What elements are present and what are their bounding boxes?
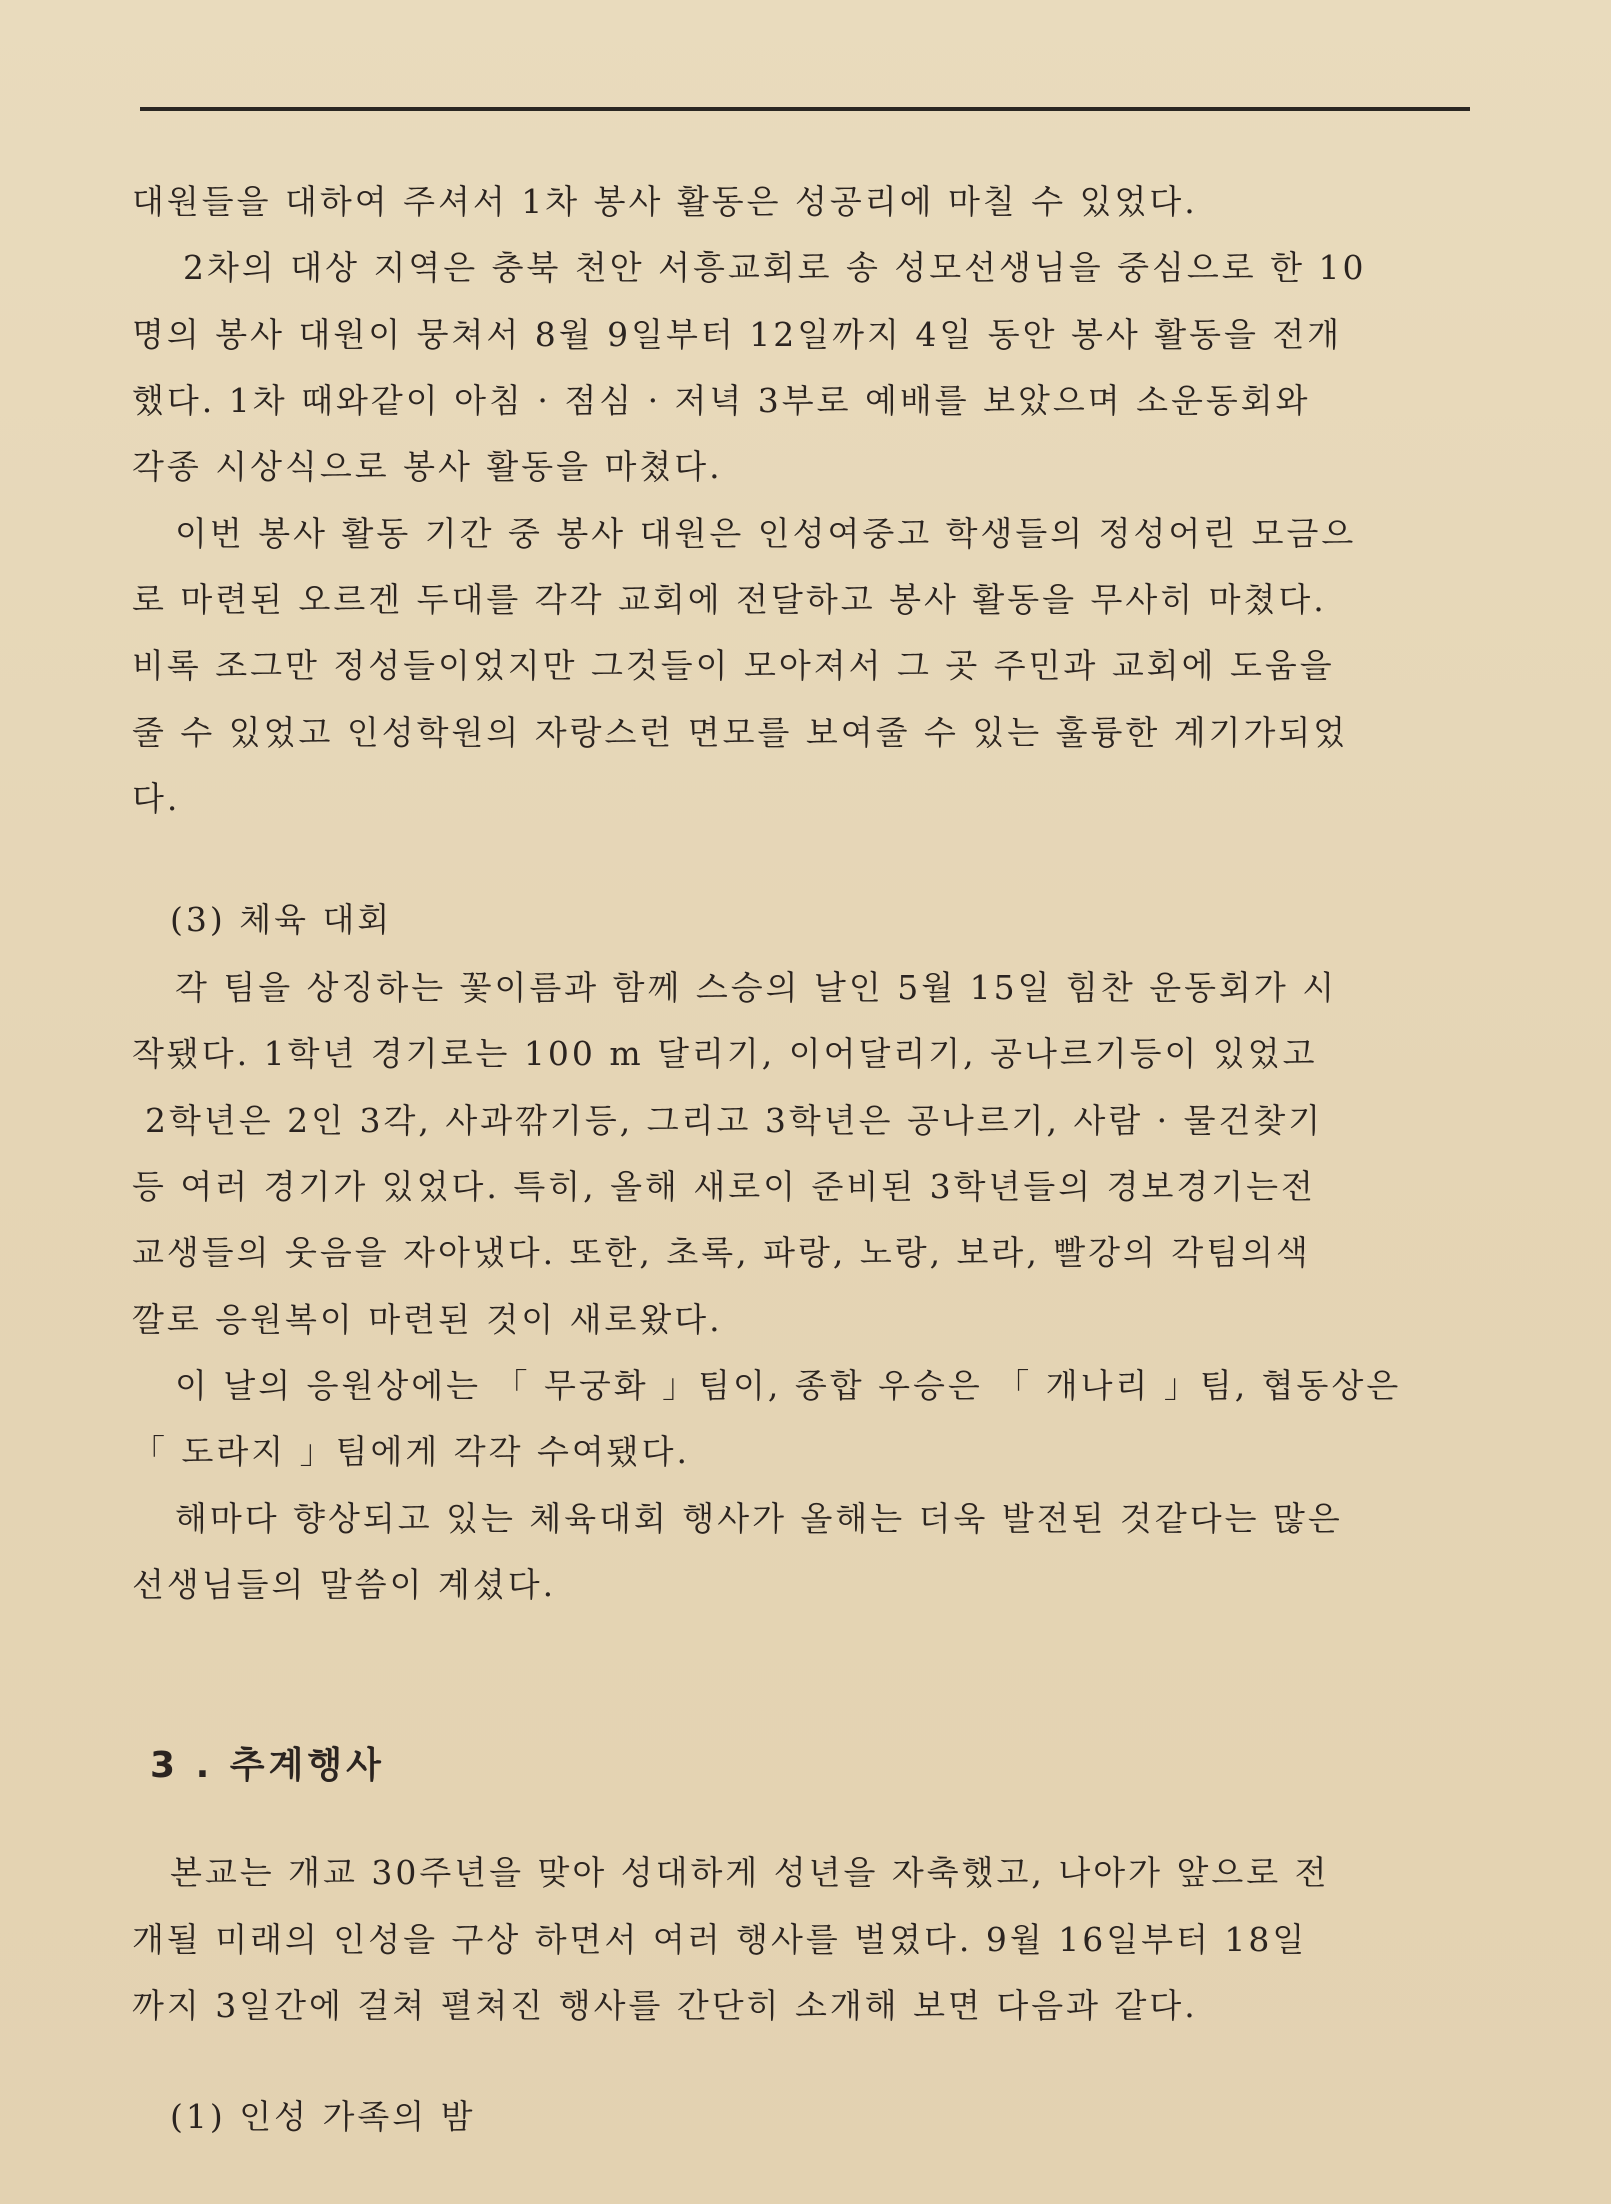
top-rule xyxy=(140,107,1470,111)
text-line: 2차의 대상 지역은 충북 천안 서흥교회로 송 성모선생님을 중심으로 한 10 xyxy=(183,248,1367,287)
text-line: 로 마련된 오르겐 두대를 각각 교회에 전달하고 봉사 활동을 무사히 마쳤다. xyxy=(132,580,1327,619)
text-line: 개될 미래의 인성을 구상 하면서 여러 행사를 벌였다. 9월 16일부터 18일 xyxy=(132,1920,1308,1959)
text-line: 줄 수 있었고 인성학원의 자랑스런 면모를 보여줄 수 있는 훌륭한 계기가되었 xyxy=(132,713,1349,752)
text-line: 2학년은 2인 3각, 사과깎기등, 그리고 3학년은 공나르기, 사람 · 물건찾기 xyxy=(145,1101,1324,1140)
text-line: 이 날의 응원상에는 「 무궁화 」팀이, 종합 우승은 「 개나리 」팀, 협동상은 xyxy=(175,1366,1402,1405)
text-line: 각 팀을 상징하는 꽃이름과 함께 스승의 날인 5월 15일 힘찬 운동회가 시 xyxy=(175,968,1338,1007)
text-line: 해마다 향상되고 있는 체육대회 행사가 올해는 더욱 발전된 것같다는 많은 xyxy=(175,1499,1343,1538)
text-line: 대원들을 대하여 주셔서 1차 봉사 활동은 성공리에 마칠 수 있었다. xyxy=(132,182,1198,221)
text-line: 선생님들의 말씀이 계셨다. xyxy=(132,1565,557,1604)
text-line: 작됐다. 1학년 경기로는 100 m 달리기, 이어달리기, 공나르기등이 있었고 xyxy=(132,1034,1318,1073)
section-heading: 3 . 추계행사 xyxy=(150,1745,385,1786)
text-line: 까지 3일간에 걸쳐 펼쳐진 행사를 간단히 소개해 보면 다음과 같다. xyxy=(132,1986,1198,2025)
subsection-heading: (1) 인성 가족의 밤 xyxy=(170,2097,476,2136)
text-line: 다. xyxy=(132,779,181,818)
text-line: 각종 시상식으로 봉사 활동을 마쳤다. xyxy=(132,447,723,486)
subsection-heading: (3) 체육 대회 xyxy=(170,900,393,939)
text-line: 본교는 개교 30주년을 맞아 성대하게 성년을 자축했고, 나아가 앞으로 전 xyxy=(170,1853,1330,1892)
text-line: 이번 봉사 활동 기간 중 봉사 대원은 인성여중고 학생들의 정성어린 모금으 xyxy=(175,514,1357,553)
text-line: 「 도라지 」팀에게 각각 수여됐다. xyxy=(132,1432,690,1471)
text-line: 등 여러 경기가 있었다. 특히, 올해 새로이 준비된 3학년들의 경보경기는전 xyxy=(132,1167,1316,1206)
text-line: 했다. 1차 때와같이 아침 · 점심 · 저녁 3부로 예배를 보았으며 소운동회와 xyxy=(132,381,1311,420)
text-line: 명의 봉사 대원이 뭉쳐서 8월 9일부터 12일까지 4일 동안 봉사 활동을 전개 xyxy=(132,315,1343,354)
text-line: 깔로 응원복이 마련된 것이 새로왔다. xyxy=(132,1300,723,1339)
text-line: 비록 조그만 정성들이었지만 그것들이 모아져서 그 곳 주민과 교회에 도움을 xyxy=(132,646,1335,685)
text-line: 교생들의 웃음을 자아냈다. 또한, 초록, 파랑, 노랑, 보라, 빨강의 각팀의색 xyxy=(132,1233,1311,1272)
